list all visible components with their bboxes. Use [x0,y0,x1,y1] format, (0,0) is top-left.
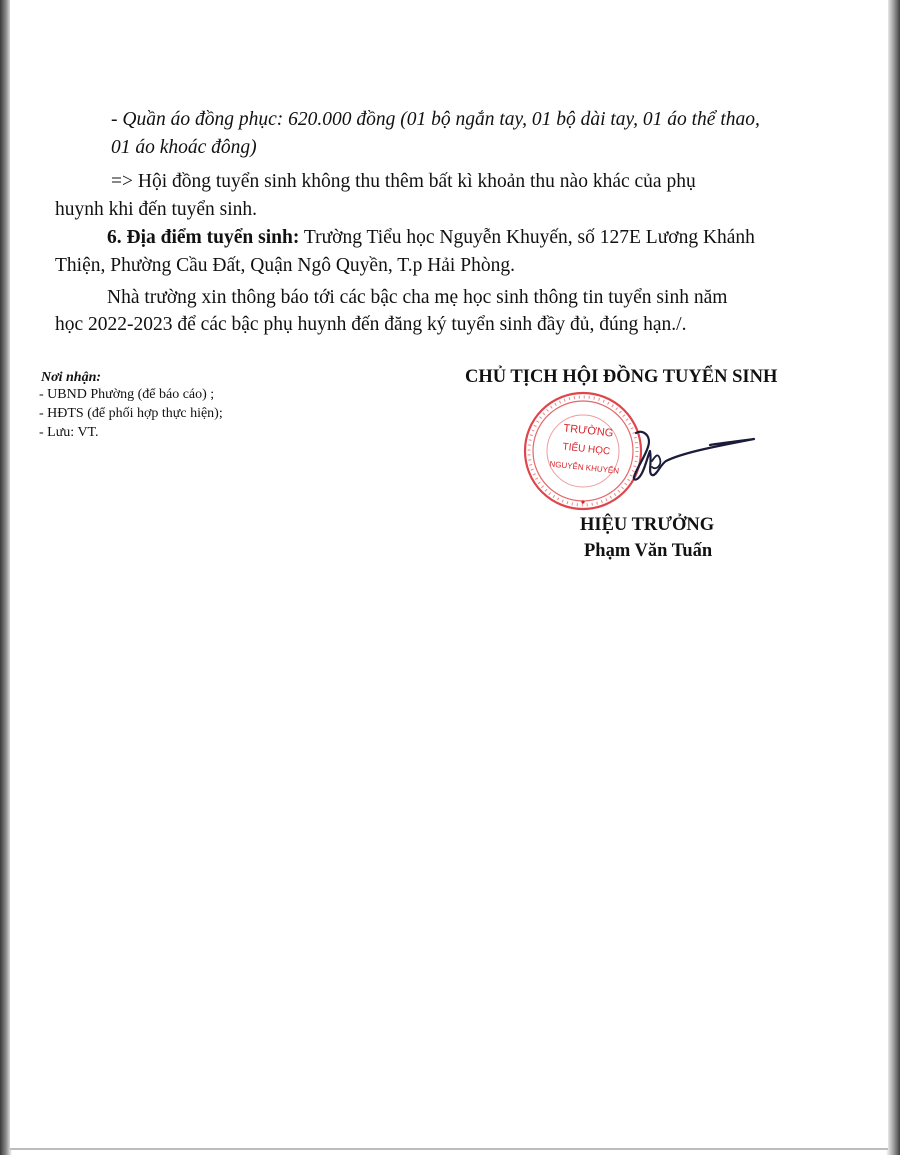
signer-name: Phạm Văn Tuấn [584,541,713,561]
council-note-line-2: huynh khi đến tuyển sinh. [55,199,258,220]
recipient-item: - HĐTS (để phối hợp thực hiện); [39,406,223,421]
location-line-2: Thiện, Phường Cầu Đất, Quận Ngô Quyền, T.p Hải Phòng. [55,255,515,276]
signer-position: HIỆU TRƯỞNG [580,515,715,535]
stamp-line-1: TRƯỜNG [562,422,614,440]
uniform-fee-line-1: - Quần áo đồng phục: 620.000 đồng (01 bộ ngắn tay, 01 bộ dài tay, 01 áo thể thao, [111,109,760,130]
stamp-line-3: NGUYỄN KHUYẾN [549,459,620,476]
recipient-item: - UBND Phường (để báo cáo) ; [39,387,215,402]
handwritten-signature [622,425,762,485]
signature-title: CHỦ TỊCH HỘI ĐỒNG TUYỂN SINH [465,367,778,387]
document-body [10,0,888,1148]
notice-line-2: học 2022-2023 để các bậc phụ huynh đến đăng ký tuyển sinh đầy đủ, đúng hạn./. [55,314,687,335]
location-line-1 [107,226,755,250]
council-note-line-1: => Hội đồng tuyển sinh không thu thêm bất kì khoản thu nào khác của phụ [111,171,696,192]
location-text: Trường Tiểu học Nguyễn Khuyến, số 127E Lương Khánh [299,227,755,248]
notice-line-1: Nhà trường xin thông báo tới các bậc cha mẹ học sinh thông tin tuyển sinh năm [107,287,728,308]
recipients-heading: Nơi nhận: [41,370,102,385]
stamp-line-2: TIỂU HỌC [561,441,611,458]
document-page [10,0,888,1150]
location-heading: 6. Địa điểm tuyển sinh: [107,227,300,248]
recipient-item: - Lưu: VT. [39,425,99,440]
uniform-fee-line-2: 01 áo khoác đông) [111,137,257,158]
